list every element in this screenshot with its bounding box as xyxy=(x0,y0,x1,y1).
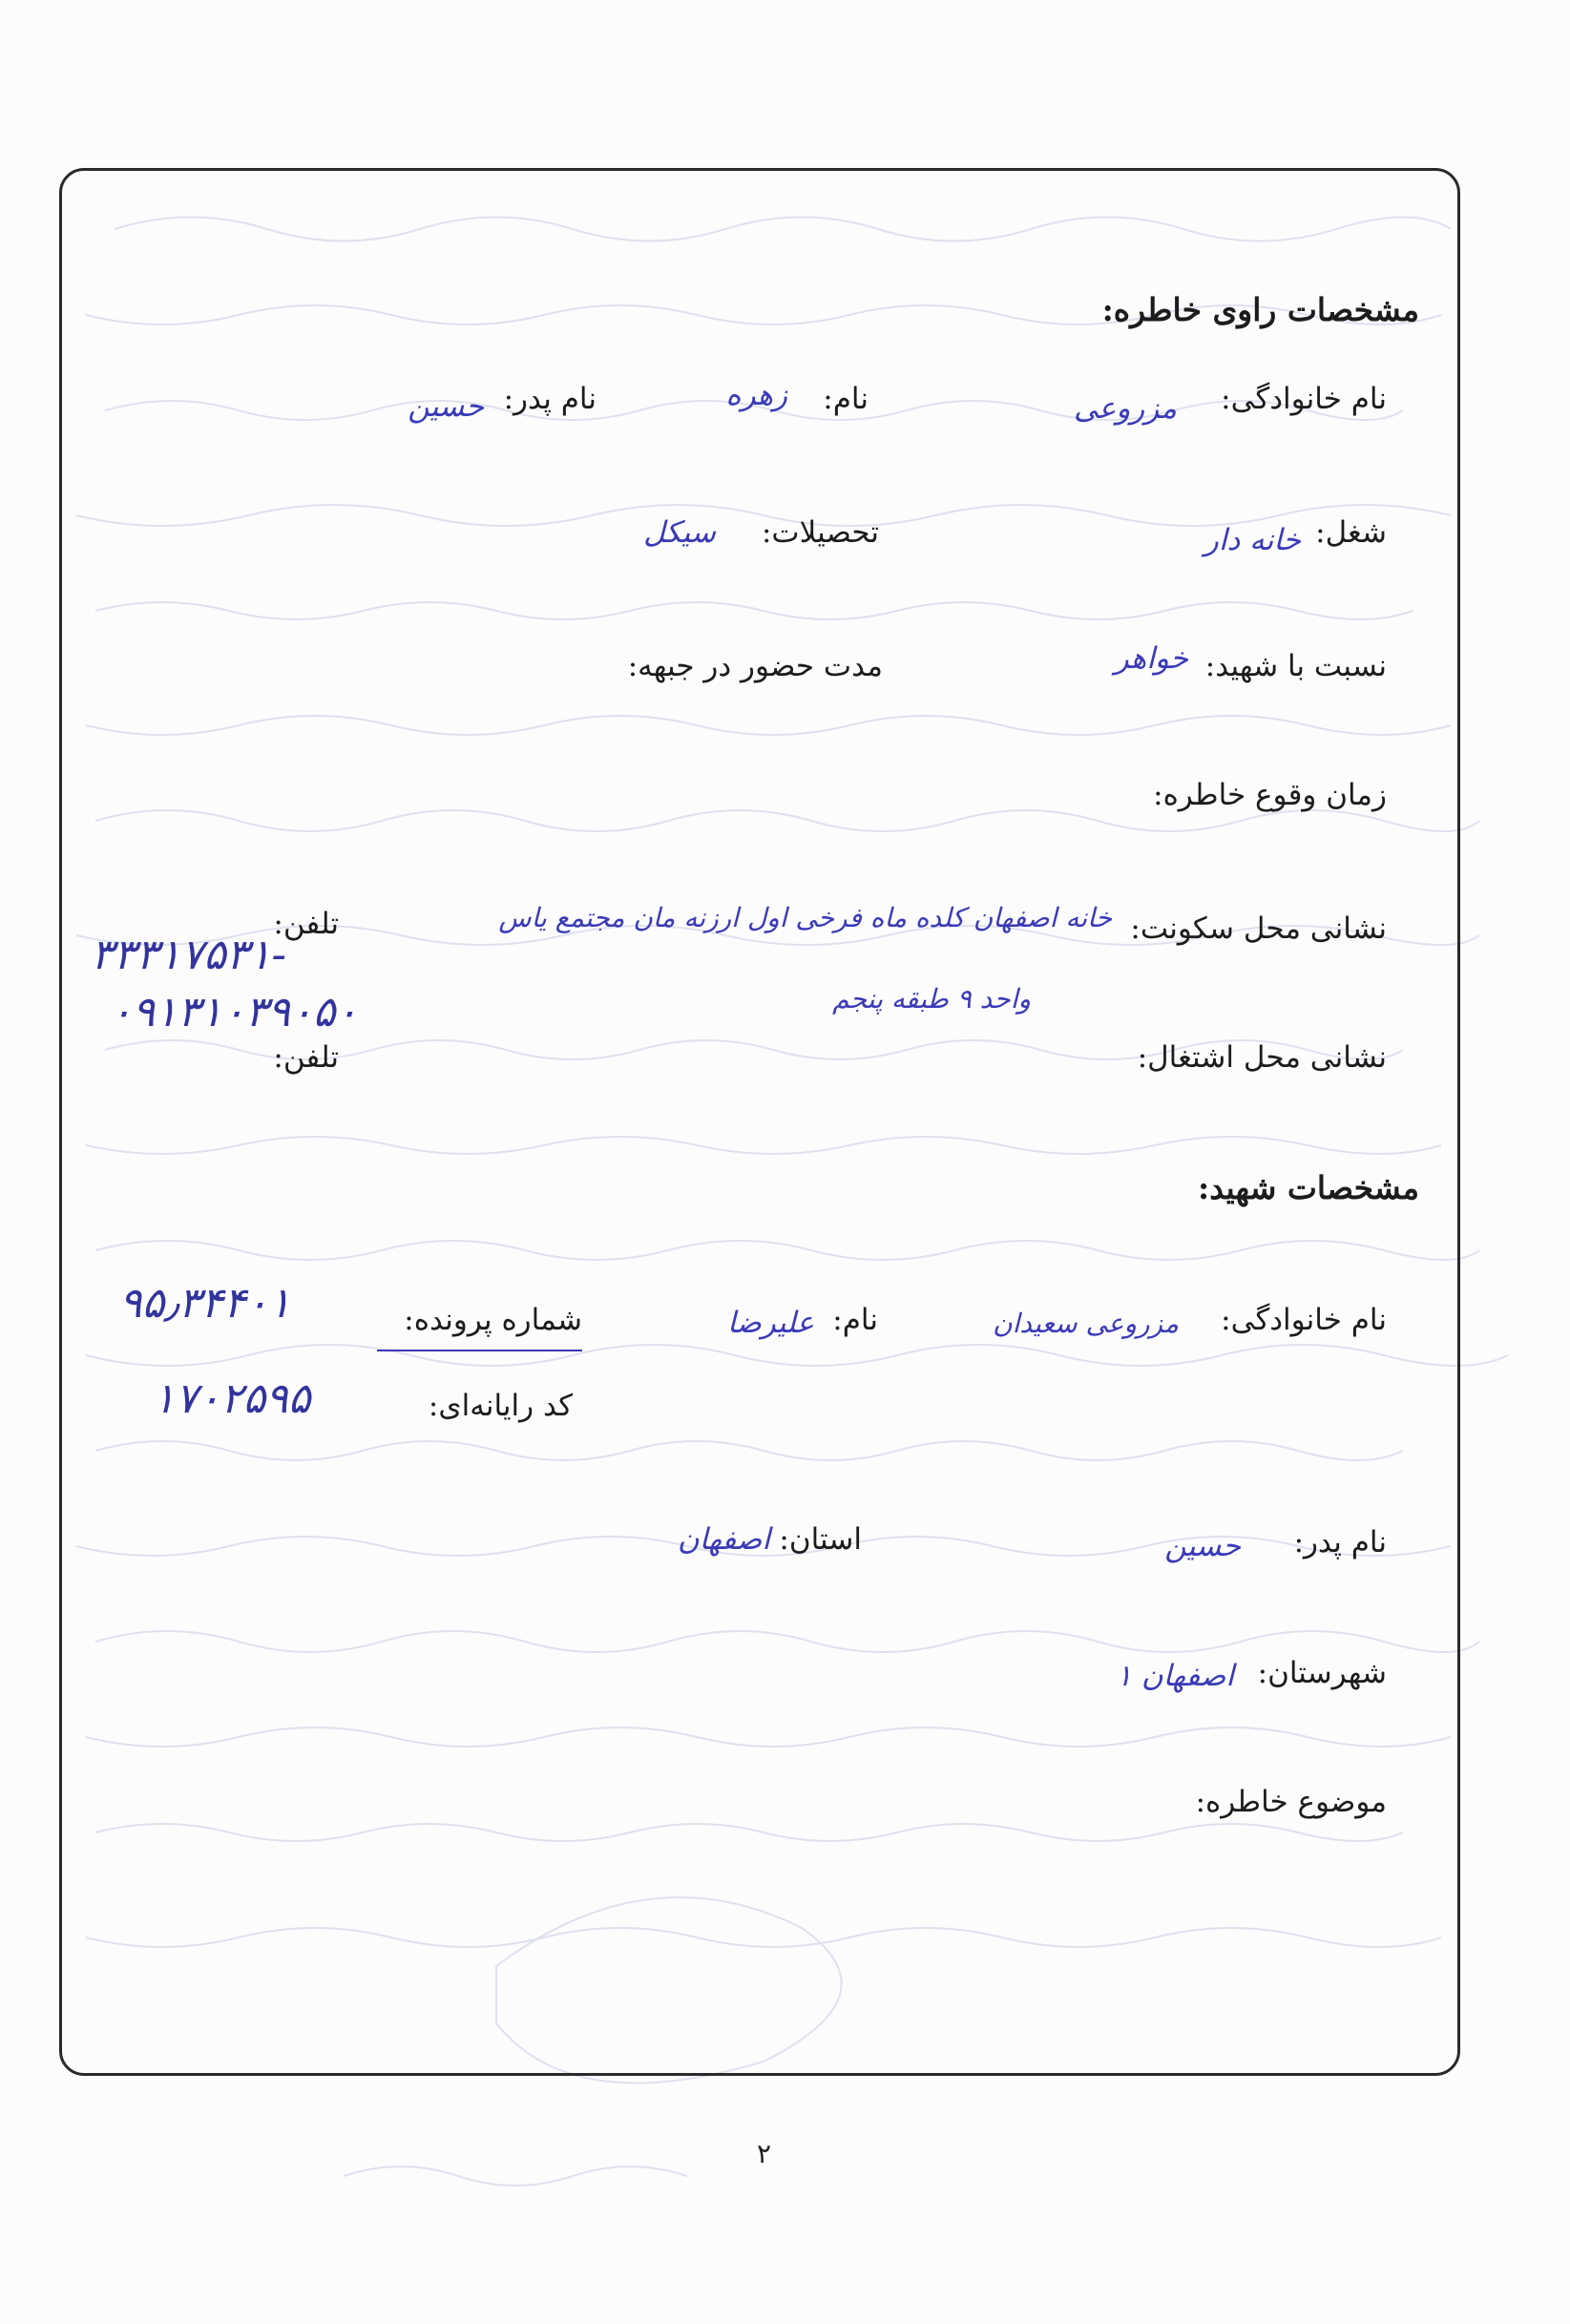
file-number-underline xyxy=(377,1350,582,1351)
martyr-father-label: نام پدر: xyxy=(1293,1525,1387,1560)
narrator-front-duration-label: مدت حضور در جبهه: xyxy=(627,649,883,683)
martyr-father-value: حسین xyxy=(1164,1529,1241,1563)
narrator-father-value: حسین xyxy=(408,389,484,424)
martyr-family-label: نام خانوادگی: xyxy=(1221,1303,1387,1337)
martyr-computer-code-value: ۱۷۰۲۵۹۵ xyxy=(153,1374,311,1423)
narrator-phone-value: ۳۳۳۱۷۵۳۱- xyxy=(91,931,286,979)
narrator-mobile-value: ۰۹۱۳۱۰۳۹۰۵۰ xyxy=(110,988,358,1036)
narrator-home-address-value: خانه اصفهان کلده ماه فرخی اول ارزنه مان مجتمع یاس xyxy=(498,902,1112,933)
narrator-work-address-label: نشانی محل اشتغال: xyxy=(1137,1040,1387,1075)
narrator-father-label: نام پدر: xyxy=(503,382,597,416)
narrator-home-address-label: نشانی محل سکونت: xyxy=(1130,911,1387,946)
martyr-file-number-value: ۹۵٫۳۴۴۰۱ xyxy=(119,1279,291,1328)
martyr-city-label: شهرستان: xyxy=(1257,1656,1387,1690)
martyr-family-value: مزروعی سعیدان xyxy=(993,1308,1179,1339)
martyr-subject-label: موضوع خاطره: xyxy=(1195,1785,1387,1819)
martyr-heading: مشخصات شهید: xyxy=(1198,1169,1419,1206)
narrator-job-label: شغل: xyxy=(1315,515,1387,550)
martyr-province-value: اصفهان xyxy=(677,1522,770,1557)
narrator-relation-value: خواهر xyxy=(1114,641,1188,676)
narrator-home-address-value-2: واحد ۹ طبقه پنجم xyxy=(832,983,1031,1015)
narrator-memory-time-label: زمان وقوع خاطره: xyxy=(1153,778,1387,812)
narrator-phone-label: تلفن: xyxy=(273,907,339,941)
page-number: ۲ xyxy=(757,2138,772,2169)
narrator-education-label: تحصیلات: xyxy=(761,515,879,550)
narrator-family-label: نام خانوادگی: xyxy=(1221,382,1387,416)
martyr-computer-code-label: کد رایانه‌ای: xyxy=(428,1389,573,1423)
narrator-family-value: مزروعی xyxy=(1074,391,1177,426)
martyr-province-label: استان: xyxy=(779,1522,862,1557)
narrator-job-value: خانه دار xyxy=(1204,523,1301,557)
martyr-name-label: نام: xyxy=(832,1303,878,1337)
narrator-relation-label: نسبت با شهید: xyxy=(1204,649,1387,683)
martyr-city-value: اصفهان ۱ xyxy=(1116,1659,1234,1693)
narrator-name-label: نام: xyxy=(823,382,869,416)
narrator-heading: مشخصات راوی خاطره: xyxy=(1101,291,1419,328)
narrator-name-value: زهره xyxy=(725,378,787,412)
narrator-work-phone-label: تلفن: xyxy=(273,1040,339,1075)
martyr-file-number-label: شماره پرونده: xyxy=(404,1303,582,1337)
martyr-name-value: علیرضا xyxy=(727,1306,814,1340)
narrator-education-value: سیکل xyxy=(643,515,716,550)
